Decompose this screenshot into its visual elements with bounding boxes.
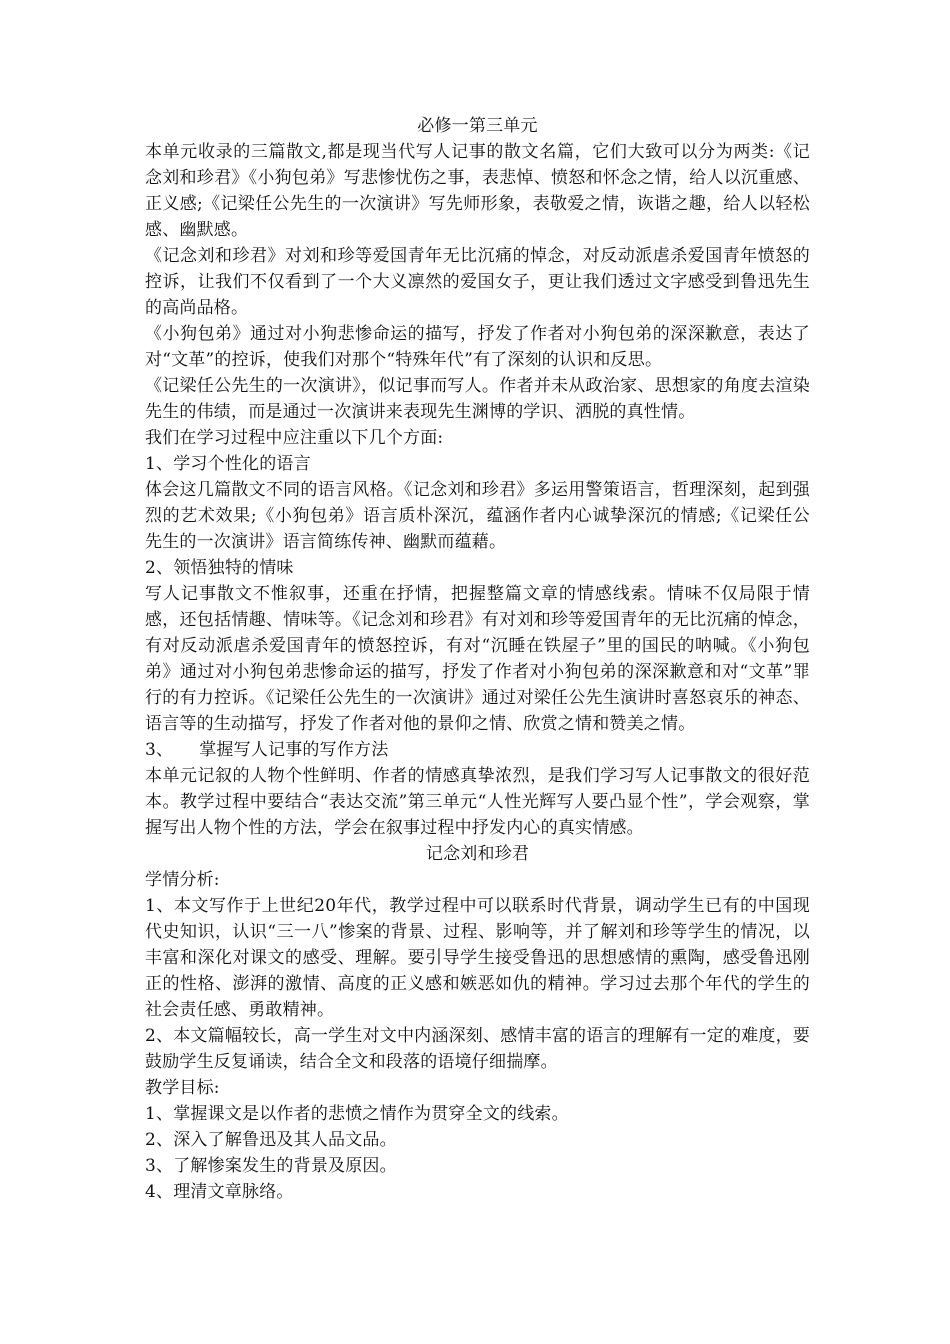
goal-item-3: 3、了解惨案发生的背景及原因。 <box>145 1156 397 1176</box>
analysis-item-2: 2、本文篇幅较长，高一学生对文中内涵深刻、感情丰富的语言的理解有一定的难度，要鼓励学生反复诵读，结合全文和段落的语境仔细揣摩。 <box>145 1026 810 1072</box>
heading-writing-method-number: 3、 <box>145 740 174 760</box>
heading-language: 1、学习个性化的语言 <box>145 454 311 474</box>
goal-item-1: 1、掌握课文是以作者的悲愤之情作为贯穿全文的线索。 <box>145 1104 569 1124</box>
goal-item-2: 2、深入了解鲁迅及其人品文品。 <box>145 1130 397 1150</box>
heading-writing-method <box>145 737 810 763</box>
heading-analysis: 学情分析: <box>145 870 220 890</box>
lesson-title: 记念刘和珍君 <box>425 844 530 864</box>
paragraph-liu-hezhen: 《记念刘和珍君》对刘和珍等爱国青年无比沉痛的悼念，对反动派虐杀爱国青年愤怒的控诉，让我们不仅看到了一个大义凛然的爱国女子，更让我们透过文字感受到鲁迅先生的高尚品格。 <box>145 246 810 318</box>
heading-goals: 教学目标: <box>145 1078 220 1098</box>
paragraph-focus: 我们在学习过程中应注重以下几个方面: <box>145 428 444 448</box>
document-page <box>145 113 810 1205</box>
heading-emotion: 2、领悟独特的情味 <box>145 558 294 578</box>
paragraph-liang-rengong: 《记梁任公先生的一次演讲》，似记事而写人。作者并未从政治家、思想家的角度去渲染先生的伟绩，而是通过一次演讲来表现先生渊博的学识、洒脱的真性情。 <box>145 376 810 422</box>
paragraph-little-dog: 《小狗包弟》通过对小狗悲惨命运的描写，抒发了作者对小狗包弟的深深歉意，表达了对“文革”的控诉，使我们对那个“特殊年代”有了深刻的认识和反思。 <box>145 324 810 370</box>
goal-item-4: 4、理清文章脉络。 <box>145 1182 294 1202</box>
paragraph-writing-method: 本单元记叙的人物个性鲜明、作者的情感真挚浓烈，是我们学习写人记事散文的很好范本。教学过程中要结合“表达交流”第三单元“人性光辉写人要凸显个性”，学会观察，掌握写出人物个性的方法，学会在叙事过程中抒发内心的真实情感。 <box>145 766 810 838</box>
analysis-item-1: 1、本文写作于上世纪20年代，教学过程中可以联系时代背景，调动学生已有的中国现代史知识，认识“三一八”惨案的背景、过程、影响等，并了解刘和珍等学生的情况，以丰富和深化对课文的感受、理解。要引导学生接受鲁迅的思想感情的熏陶，感受鲁迅刚正的性格、澎湃的激情、高度的正义感和嫉恶如仇的精神。学习过去那个年代的学生的社会责任感、勇敢精神。 <box>145 896 810 1020</box>
unit-title: 必修一第三单元 <box>417 116 538 136</box>
intro-paragraph: 本单元收录的三篇散文,都是现当代写人记事的散文名篇，它们大致可以分为两类:《记念刘和珍君》《小狗包弟》写悲惨忧伤之事，表悲悼、愤怒和怀念之情，给人以沉重感、正义感;《记梁任公先生的一次演讲》写先师形象，表敬爱之情，诙谐之趣，给人以轻松感、幽默感。 <box>145 142 810 240</box>
paragraph-language: 体会这几篇散文不同的语言风格。《记念刘和珍君》多运用警策语言，哲理深刻，起到强烈的艺术效果;《小狗包弟》语言质朴深沉，蕴涵作者内心诚挚深沉的情感;《记梁任公先生的一次演讲》语言简练传神、幽默而蕴藉。 <box>145 480 810 552</box>
paragraph-emotion: 写人记事散文不惟叙事，还重在抒情，把握整篇文章的情感线索。情味不仅局限于情感，还包括情趣、情味等。《记念刘和珍君》有对刘和珍等爱国青年的无比沉痛的悼念，有对反动派虐杀爱国青年的愤怒控诉，有对“沉睡在铁屋子”里的国民的呐喊。《小狗包弟》通过对小狗包弟悲惨命运的描写，抒发了作者对小狗包弟的深深歉意和对“文革”罪行的有力控诉。《记梁任公先生的一次演讲》通过对梁任公先生演讲时喜怒哀乐的神态、语言等的生动描写，抒发了作者对他的景仰之情、欣赏之情和赞美之情。 <box>145 584 810 734</box>
heading-writing-method-text: 掌握写人记事的写作方法 <box>199 740 389 760</box>
